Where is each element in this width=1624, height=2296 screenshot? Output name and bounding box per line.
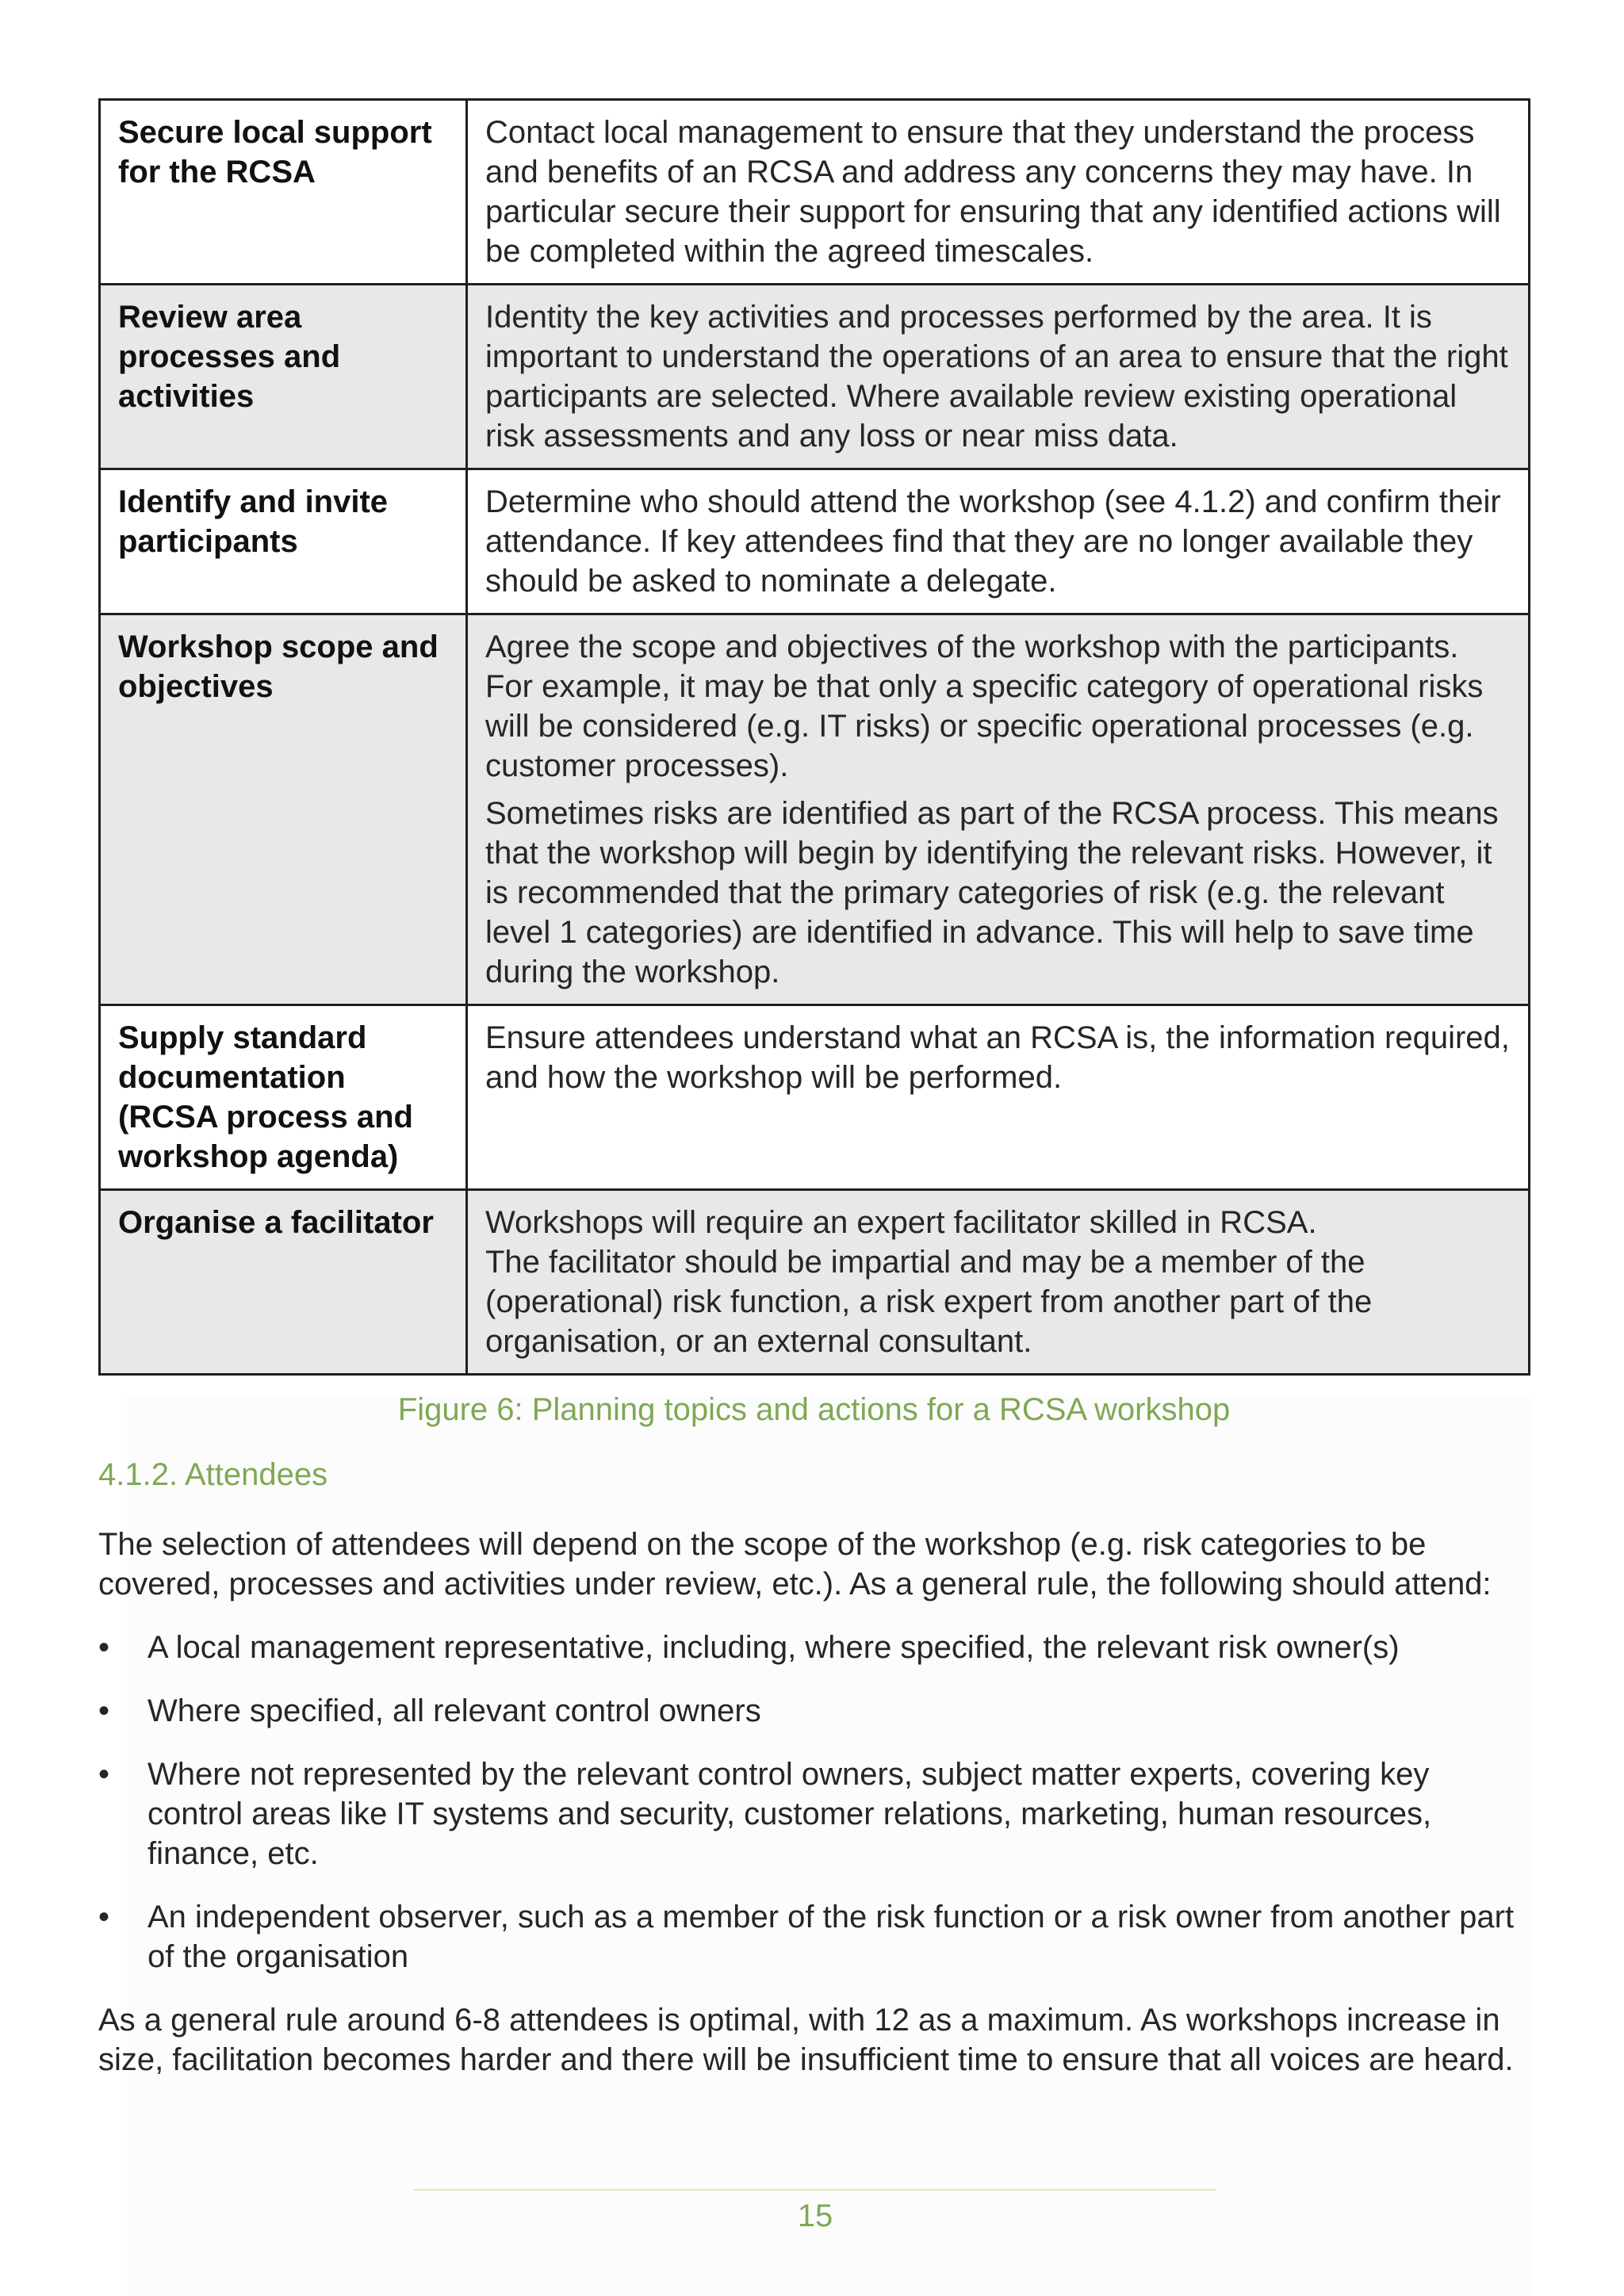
table-row	[100, 1190, 1530, 1375]
description-paragraph: Sometimes risks are identified as part of the RCSA process. This means that the workshop will begin by identifying the relevant risks. However, it is recommended that the primary categories of risk (e.g. the relevant level 1 categories) are identified in advance. This will help to save time during the workshop.	[485, 796, 1499, 989]
list-item	[98, 1755, 1530, 1873]
list-item	[98, 1897, 1530, 1976]
description-paragraph: Workshops will require an expert facilitator skilled in RCSA.	[485, 1205, 1317, 1240]
section-heading: 4.1.2. Attendees	[98, 1457, 328, 1492]
list-item	[98, 1691, 1530, 1731]
list-item-text: A local management representative, including, where specified, the relevant risk owner(s)	[147, 1630, 1400, 1665]
page-number: 15	[797, 2198, 833, 2233]
bullet-icon: •	[98, 1630, 110, 1665]
row-topic: Review area processes and activities	[100, 285, 467, 469]
table-row	[100, 614, 1530, 1005]
table-row	[100, 1005, 1530, 1190]
list-item-text: An independent observer, such as a member of the risk function or a risk owner from another part of the organisation	[147, 1900, 1515, 1974]
bullet-icon: •	[98, 1757, 110, 1792]
description-paragraph: Agree the scope and objectives of the workshop with the participants. For example, it may be that only a specific category of operational risks will be considered (e.g. IT risks) or specific operational processes (e.g. customer processes).	[485, 629, 1484, 783]
bullet-icon: •	[98, 1900, 110, 1934]
bullet-icon: •	[98, 1693, 110, 1728]
row-topic: Secure local support for the RCSA	[100, 100, 467, 285]
row-description	[467, 100, 1530, 285]
row-topic: Workshop scope and objectives	[100, 614, 467, 1005]
description-paragraph: Determine who should attend the workshop (see 4.1.2) and confirm their attendance. If key attendees find that they are no longer available they should be asked to nominate a delegate.	[485, 484, 1501, 599]
attendee-list	[98, 1628, 1530, 1976]
table-row	[100, 100, 1530, 285]
row-description	[467, 614, 1530, 1005]
row-topic: Identify and invite participants	[100, 469, 467, 614]
list-item-text: Where not represented by the relevant control owners, subject matter experts, covering key control areas like IT systems and security, customer relations, marketing, human resources, finance, etc.	[147, 1757, 1432, 1871]
row-topic: Organise a facilitator	[100, 1190, 467, 1375]
description-paragraph: The facilitator should be impartial and may be a member of the (operational) risk function, a risk expert from another part of the organisation, or an external consultant.	[485, 1245, 1373, 1359]
section-intro: The selection of attendees will depend on the scope of the workshop (e.g. risk categories to be covered, processes and activities under review, etc.). As a general rule, the following should attend:	[98, 1527, 1492, 1601]
planning-table	[98, 98, 1530, 1376]
section-closing: As a general rule around 6-8 attendees is optimal, with 12 as a maximum. As workshops increase in size, facilitation becomes harder and there will be insufficient time to ensure that all voices are heard.	[98, 2003, 1514, 2077]
table-row	[100, 285, 1530, 469]
row-description	[467, 1005, 1530, 1190]
table-row	[100, 469, 1530, 614]
row-description	[467, 469, 1530, 614]
list-item	[98, 1628, 1530, 1667]
page-content	[98, 98, 1530, 2080]
list-item-text: Where specified, all relevant control owners	[147, 1693, 761, 1728]
row-description	[467, 1190, 1530, 1375]
row-topic: Supply standard documentation (RCSA process and workshop agenda)	[100, 1005, 467, 1190]
description-paragraph: Contact local management to ensure that they understand the process and benefits of an RCSA and address any concerns they may have. In particular secure their support for ensuring that any identified actions will be completed within the agreed timescales.	[485, 115, 1501, 269]
description-paragraph: Identity the key activities and processes performed by the area. It is important to understand the operations of an area to ensure that the right participants are selected. Where available review existing operational risk assessments and any loss or near miss data.	[485, 300, 1508, 453]
row-description	[467, 285, 1530, 469]
description-paragraph: Ensure attendees understand what an RCSA is, the information required, and how the workshop will be performed.	[485, 1020, 1510, 1095]
footer-divider	[414, 2189, 1216, 2191]
figure-caption: Figure 6: Planning topics and actions for a RCSA workshop	[397, 1392, 1231, 1427]
